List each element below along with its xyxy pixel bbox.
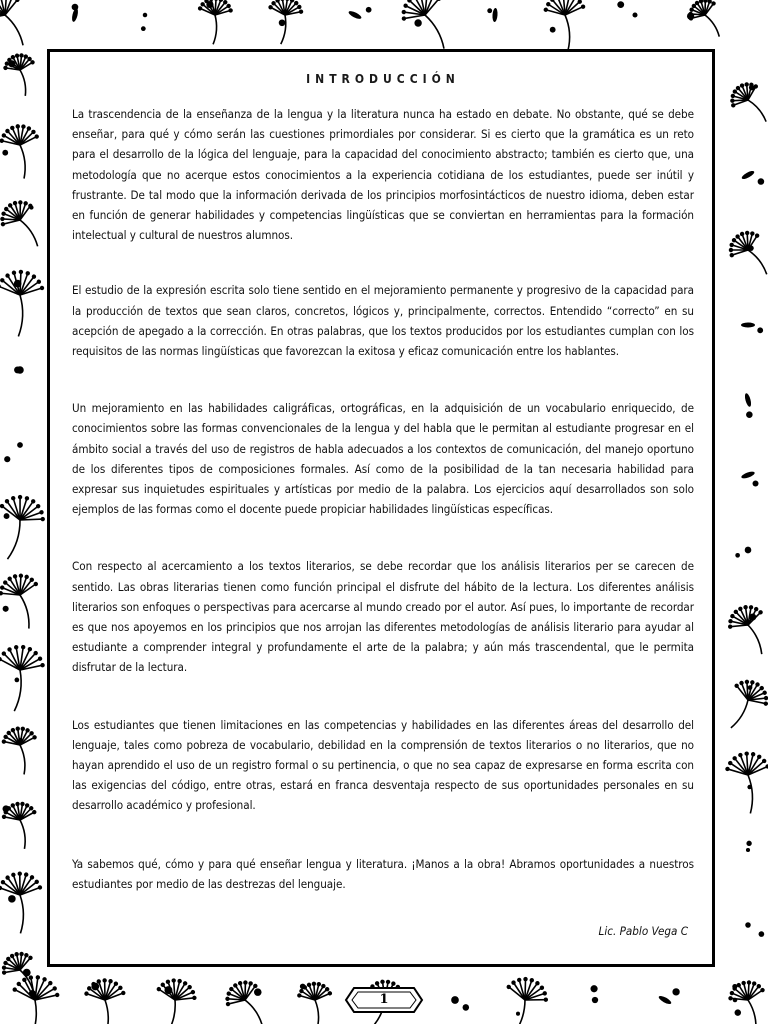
dot-icon xyxy=(735,1009,741,1015)
dot-icon xyxy=(753,480,759,486)
dandelion-icon xyxy=(196,0,234,45)
dandelion-icon xyxy=(542,0,588,52)
dot-icon xyxy=(2,150,8,156)
author-signature: Lic. Pablo Vega C xyxy=(598,924,688,938)
dandelion-icon xyxy=(725,976,768,1024)
dandelion-icon xyxy=(722,224,768,286)
dot-icon xyxy=(8,60,15,67)
dot-icon xyxy=(746,411,753,418)
dandelion-icon xyxy=(724,76,768,133)
dandelion-icon xyxy=(492,971,553,1024)
paragraph-1: La trascendencia de la enseñanza de la lengua y la literatura nunca ha estado en debate. No obstante, qué se debe enseñar, para qué y cómo serán las cuestiones primordiales por considerar. Si es cierto que la gramática es un reto para el desarrollo de la lógica del lenguaje, para la capacidad del conocimiento abstracto; también es cierto que, una metodología que no acerque estos conocimientos a la experiencia cotidiana de los estudiantes, puede ser inútil y frustrante. De tal modo que la información derivada de los principios morfosintácticos de nuestro idioma, deben estar en función de generar habilidades y competencias lingüísticas que se conviertan en herramientas para la formación intelectual y cultural de nuestros alumnos. xyxy=(72,107,694,243)
dot-icon xyxy=(758,178,765,185)
paragraph-6: Ya sabemos qué, cómo y para qué enseñar lengua y literatura. ¡Manos a la obra! Abramos oportunidades a nuestros estudiantes por medio de las destrezas del lenguaje. xyxy=(72,856,694,891)
dandelion-icon xyxy=(84,978,126,1024)
dandelion-icon xyxy=(0,193,53,257)
dandelion-icon xyxy=(6,972,61,1024)
dot-icon xyxy=(279,19,286,26)
dot-icon xyxy=(487,8,492,13)
dandelion-icon xyxy=(0,642,47,715)
dandelion-icon xyxy=(714,673,768,738)
dot-icon xyxy=(617,1,624,8)
dot-icon xyxy=(463,1004,470,1011)
dot-icon xyxy=(757,327,763,333)
dandelion-icon xyxy=(0,871,43,933)
page-number: 1 xyxy=(379,992,389,1007)
page-number-badge xyxy=(344,986,424,1014)
dot-icon xyxy=(29,990,36,997)
dot-icon xyxy=(687,12,694,19)
paragraph-5: Los estudiantes que tienen limitaciones en las competencias y habilidades en las diferentes áreas del desarrollo del lenguaje, tales como pobreza de vocabulario, debilidad en la comprensión de textos literarios o no literarios, que no hayan aprendido el uso de un registro formal o su pertinencia, o que no sea capaz de expresarse en forma escrita con las exigencias del código, entre otras, estará en franca desventaja respecto de sus oportunidades personales en su desarrollo académico y profesional. xyxy=(72,717,694,813)
dandelion-icon xyxy=(1,50,41,99)
dot-icon xyxy=(592,997,598,1003)
dot-icon xyxy=(735,553,740,558)
paragraph-3: Un mejoramiento en las habilidades caligráficas, ortográficas, en la adquisición de un vocabulario enriquecido, de conocimientos sobre las formas convencionales de la lengua y del habla que le permitan al estudiante progresar en el ámbito social a través del uso de registros de habla adecuados a los contextos de comunicación, del manejo oportuno de los diferentes tipos de composiciones formales. Así como de la posibilidad de la tan necesaria habilidad para expresar sus inquietudes espirituales y artísticas por medio de la palabra. Los ejercicios aquí desarrollados son solo ejemplos de las formas como el docente puede propiciar habilidades lingüísticas específicas. xyxy=(72,401,694,517)
dandelion-icon xyxy=(683,0,733,45)
leaf-icon xyxy=(348,10,363,21)
dot-icon xyxy=(72,4,79,11)
dandelion-icon xyxy=(722,599,768,663)
dandelion-icon xyxy=(0,269,45,338)
dot-icon xyxy=(632,12,637,17)
dot-icon xyxy=(8,895,16,903)
dandelion-icon xyxy=(0,569,48,634)
dot-icon xyxy=(746,841,751,846)
dot-icon xyxy=(143,13,147,17)
dot-icon xyxy=(746,848,750,852)
dot-icon xyxy=(759,931,765,937)
dot-icon xyxy=(14,367,21,374)
dot-icon xyxy=(672,988,679,995)
dot-icon xyxy=(4,513,10,519)
dot-icon xyxy=(590,985,597,992)
dot-icon xyxy=(254,988,262,996)
dot-icon xyxy=(18,738,22,742)
leaf-icon xyxy=(744,393,753,408)
dot-icon xyxy=(164,986,172,994)
dot-icon xyxy=(91,983,99,991)
dot-icon xyxy=(300,984,306,990)
dot-icon xyxy=(749,85,755,91)
dot-icon xyxy=(749,614,756,621)
dot-icon xyxy=(745,922,751,928)
dandelion-icon xyxy=(147,974,200,1024)
dot-icon xyxy=(748,685,753,690)
dot-icon xyxy=(141,26,146,31)
dot-icon xyxy=(745,547,752,554)
dot-icon xyxy=(516,1012,520,1016)
paragraph-4: Con respecto al acercamiento a los textos literarios, se debe recordar que los análisis literarios per se carecen de sentido. Las obras literarias tienen como función principal el disfrute del hábito de la lectura. Los diferentes análisis literarios son enfoques o perspectivas para acercarse al mundo creado por el autor. Así pues, lo importante de recordar es que nos apoyemos en los principios que nos arrojan las diferentes metodologías de análisis literario para ayudar al estudiante a comprender integral y profundamente el arte de la palabra; y aún más trascendental, que le permita disfrutar de la lectura. xyxy=(72,559,694,675)
dot-icon xyxy=(14,280,22,288)
dot-icon xyxy=(17,442,23,448)
dandelion-icon xyxy=(219,973,278,1024)
page-title: INTRODUCCIÓN xyxy=(306,72,460,86)
dot-icon xyxy=(414,19,421,26)
dot-icon xyxy=(4,456,10,462)
dot-icon xyxy=(366,7,372,13)
dot-icon xyxy=(3,606,9,612)
dandelion-icon xyxy=(0,489,50,566)
dot-icon xyxy=(3,805,10,812)
leaf-icon xyxy=(741,322,755,327)
dot-icon xyxy=(15,678,20,683)
page-frame xyxy=(47,49,715,967)
dot-icon xyxy=(206,1,213,8)
dot-icon xyxy=(748,245,754,251)
leaf-icon xyxy=(741,470,756,479)
leaf-icon xyxy=(658,994,673,1005)
dot-icon xyxy=(23,969,31,977)
dot-icon xyxy=(29,205,33,209)
dot-icon xyxy=(747,785,751,789)
leaf-icon xyxy=(492,8,498,22)
dot-icon xyxy=(451,996,459,1004)
dandelion-icon xyxy=(0,0,41,56)
dot-icon xyxy=(550,27,556,33)
dandelion-icon xyxy=(724,750,768,815)
leaf-icon xyxy=(741,169,756,180)
dandelion-icon xyxy=(0,724,42,777)
content-area xyxy=(72,72,694,894)
paragraph-2: El estudio de la expresión escrita solo tiene sentido en el mejoramiento permanente y progresivo de la capacidad para la producción de textos que sean claros, concretos, lógicos y, principalmente, correctos. Entendido “correcto” en su acepción de apegado a la corrección. En otras palabras, que los textos producidos por los estudiantes cumplan con los requisitos de las normas lingüísticas que favorezcan la exitosa y eficaz comunicación entre los hablantes. xyxy=(72,283,694,359)
